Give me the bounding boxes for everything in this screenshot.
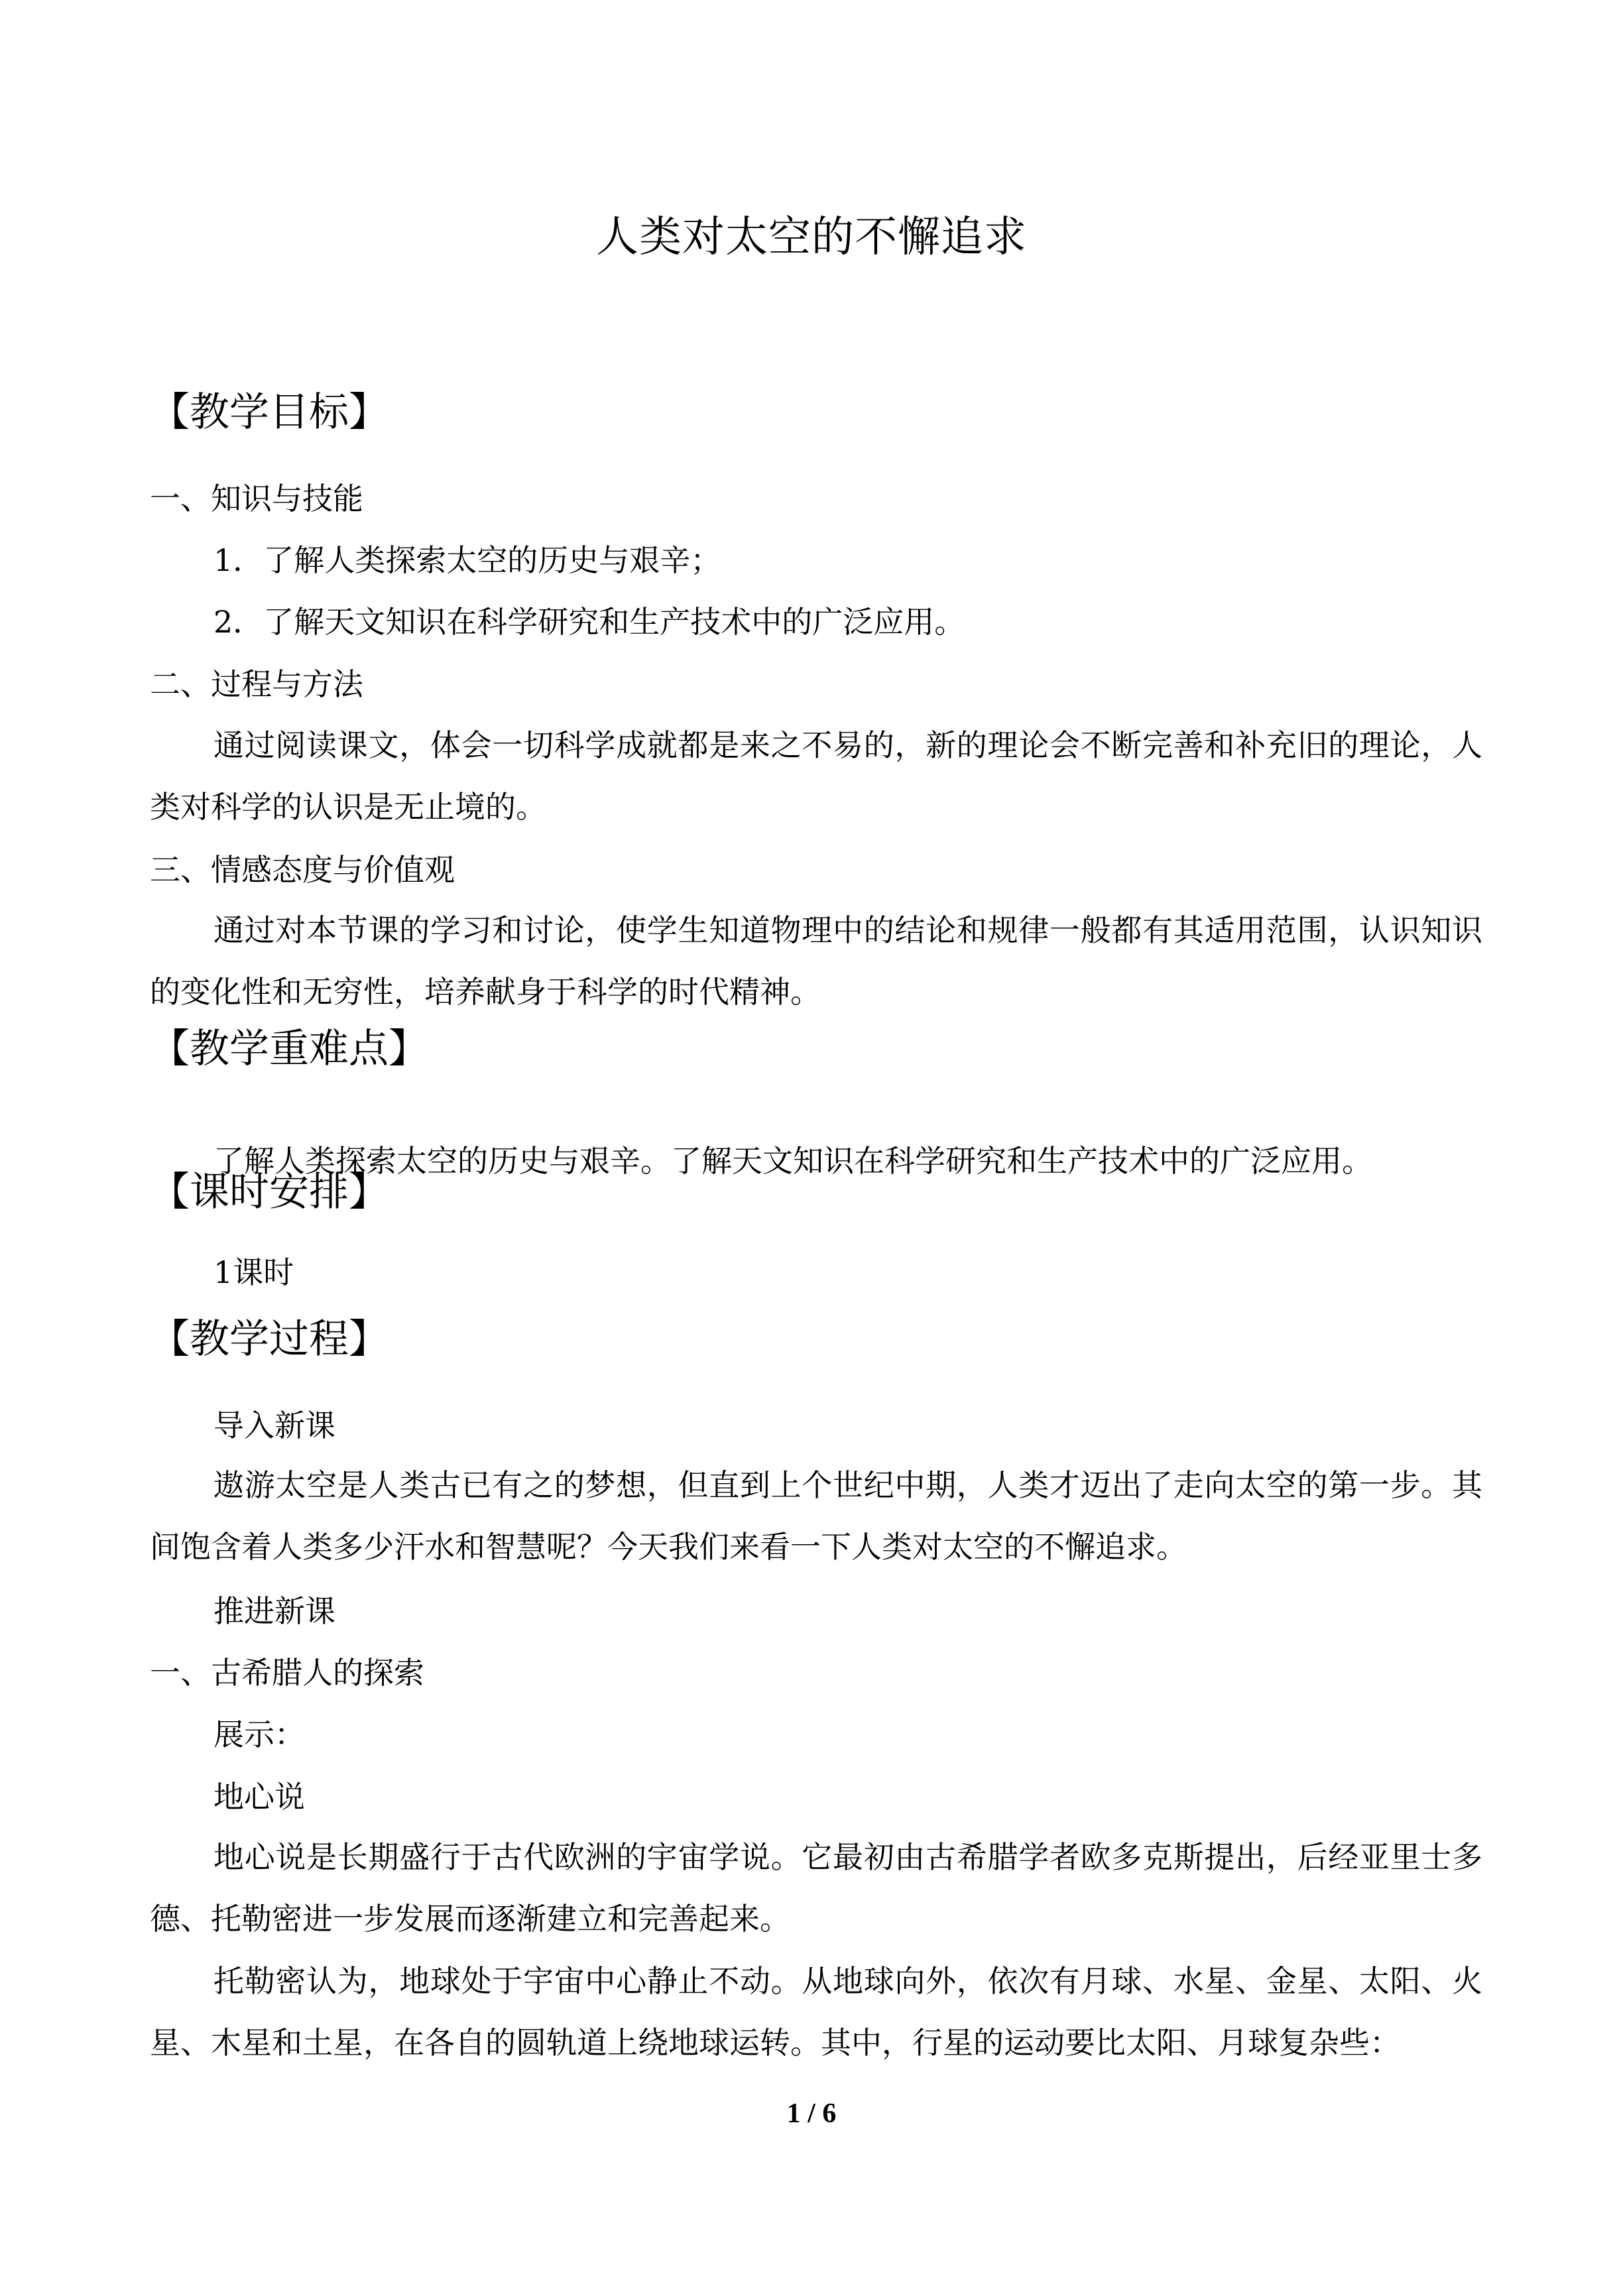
document-title: 人类对太空的不懈追求: [596, 213, 1027, 262]
emotion-heading: 三、情感态度与价值观: [150, 852, 455, 888]
emotion-text: 通过对本节课的学习和讨论，使学生知道物理中的结论和规律一般都有其适用范围，认识知识的变化性和无穷性，培养献身于科学的时代精神。: [150, 912, 1482, 1010]
geocentric-label: 地心说: [213, 1779, 305, 1815]
geocentric-text-2: 托勒密认为，地球处于宇宙中心静止不动。从地球向外，依次有月球、水星、金星、太阳、火星、木星和土星，在各自的圆轨道上绕地球运转。其中，行星的运动要比太阳、月球复杂些：: [150, 1963, 1482, 2061]
schedule-text: 1课时: [213, 1254, 294, 1290]
knowledge-item-2: 2．了解天文知识在科学研究和生产技术中的广泛应用。: [213, 604, 965, 640]
schedule-heading: 【课时安排】: [150, 1169, 389, 1215]
process-method-heading: 二、过程与方法: [150, 666, 363, 702]
knowledge-heading: 一、知识与技能: [150, 481, 363, 516]
process-method-text: 通过阅读课文，体会一切科学成就都是来之不易的，新的理论会不断完善和补充旧的理论，人类对科学的认识是无止境的。: [150, 727, 1482, 825]
knowledge-item-1: 1．了解人类探索太空的历史与艰辛；: [213, 542, 721, 578]
page-number: 1 / 6: [786, 2098, 837, 2129]
new-lesson-label: 推进新课: [213, 1593, 335, 1629]
key-points-heading: 【教学重难点】: [150, 1026, 428, 1072]
part1-heading: 一、古希腊人的探索: [150, 1655, 424, 1691]
show-label: 展示：: [213, 1717, 305, 1752]
objectives-heading: 【教学目标】: [150, 389, 389, 436]
intro-text: 遨游太空是人类古已有之的梦想，但直到上个世纪中期，人类才迈出了走向太空的第一步。其间饱含着人类多少汗水和智慧呢？今天我们来看一下人类对太空的不懈追求。: [150, 1467, 1482, 1565]
key-points-text: 了解人类探索太空的历史与艰辛。了解天文知识在科学研究和生产技术中的广泛应用。: [213, 1143, 1372, 1179]
intro-label: 导入新课: [213, 1408, 335, 1443]
teaching-process-heading: 【教学过程】: [150, 1316, 389, 1362]
geocentric-text-1: 地心说是长期盛行于古代欧洲的宇宙学说。它最初由古希腊学者欧多克斯提出，后经亚里士多德、托勒密进一步发展而逐渐建立和完善起来。: [150, 1839, 1482, 1937]
